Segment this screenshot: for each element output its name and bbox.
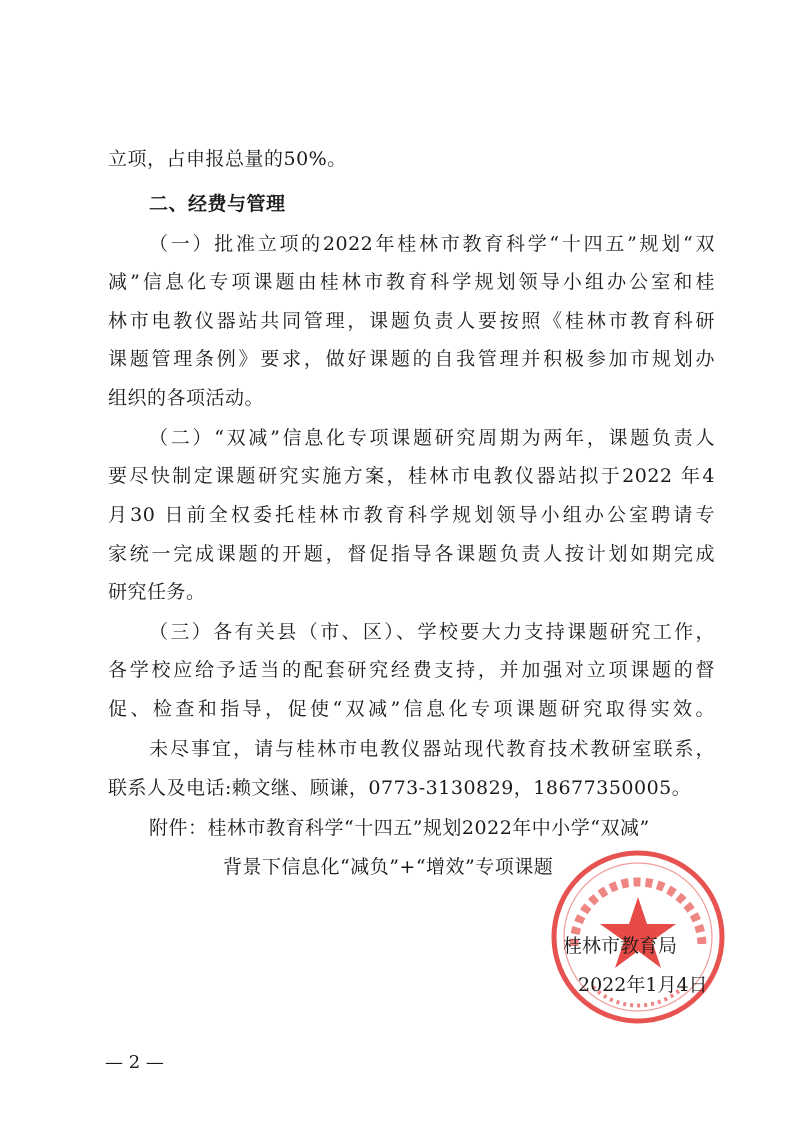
- text-line: （一）批准立项的2022年桂林市教育科学“十四五”规划“双: [149, 233, 715, 255]
- text-line: 联系人及电话:赖文继、顾谦，0773-3130829，18677350005。: [108, 777, 692, 799]
- issuer-name: 桂林市教育局: [563, 935, 678, 957]
- page-number: — 2 —: [105, 1052, 164, 1073]
- text-line: 各学校应给予适当的配套研究经费支持，并加强对立项课题的督: [108, 659, 715, 681]
- attachment-line: 背景下信息化“减负”+“增效”专项课题: [223, 856, 554, 878]
- text-line: 家统一完成课题的开题，督促指导各课题负责人按计划如期完成: [108, 543, 715, 565]
- text-line: 研究任务。: [108, 581, 206, 603]
- text-line: 减”信息化专项课题由桂林市教育科学规划领导小组办公室和桂: [108, 271, 715, 293]
- text-line: （二）“双减”信息化专项课题研究周期为两年，课题负责人: [149, 427, 715, 449]
- section-heading: 二、经费与管理: [149, 193, 286, 215]
- text-line: 立项，占申报总量的50%。: [108, 148, 347, 170]
- text-line: 月30 日前全权委托桂林市教育科学规划领导小组办公室聘请专: [108, 504, 715, 526]
- attachment-line: 附件：桂林市教育科学“十四五”规划2022年中小学“双减”: [149, 817, 650, 839]
- text-line: 组织的各项活动。: [108, 387, 265, 409]
- text-line: 要尽快制定课题研究实施方案，桂林市电教仪器站拟于2022 年4: [108, 465, 715, 487]
- text-line: 课题管理条例》要求，做好课题的自我管理并积极参加市规划办: [108, 348, 715, 370]
- issue-date: 2022年1月4日: [578, 974, 708, 996]
- text-line: 促、检查和指导，促使“双减”信息化专项课题研究取得实效。: [108, 698, 715, 720]
- text-line: 林市电教仪器站共同管理，课题负责人要按照《桂林市教育科研: [108, 310, 715, 332]
- text-line: 未尽事宜，请与桂林市电教仪器站现代教育技术教研室联系，: [149, 738, 715, 760]
- text-line: （三）各有关县（市、区）、学校要大力支持课题研究工作，: [149, 621, 715, 643]
